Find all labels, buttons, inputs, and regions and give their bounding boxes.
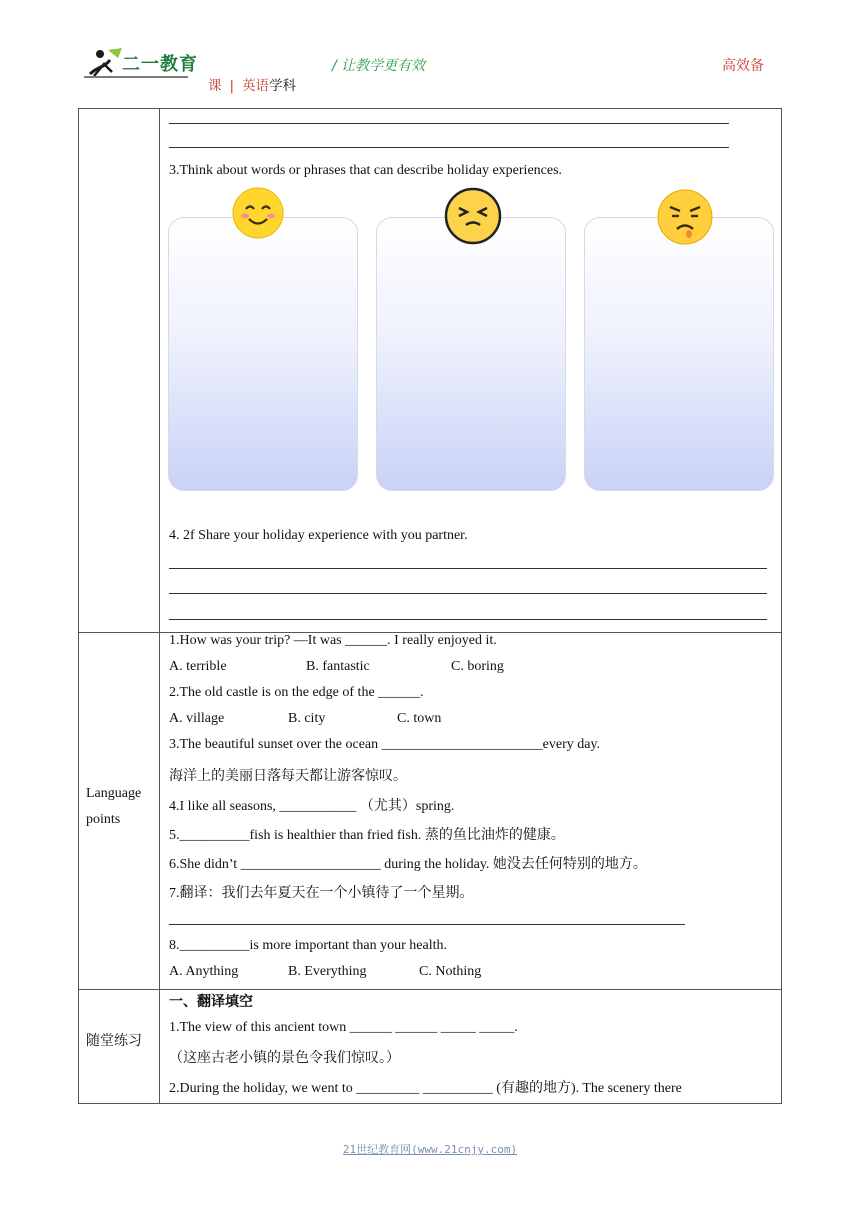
option-c[interactable]: C. Nothing xyxy=(419,964,482,979)
question-4: 4. 2f Share your holiday experience with you partner. xyxy=(169,528,468,543)
lp-question-2: 2.The old castle is on the edge of the ______. xyxy=(169,685,424,700)
label-line: points xyxy=(86,812,121,827)
positive-words-card[interactable] xyxy=(168,217,358,491)
practice-question-1-translation: （这座古老小镇的景色令我们惊叹。） xyxy=(169,1051,400,1066)
option-a[interactable]: A. village xyxy=(169,711,225,726)
answer-line[interactable] xyxy=(169,593,767,594)
practice-question-2: 2.During the holiday, we went to _________ __________ (有趣的地方). The scenery there xyxy=(169,1081,682,1096)
table-row-divider xyxy=(79,989,781,990)
practice-question-1: 1.The view of this ancient town ______ ______ _____ _____. xyxy=(169,1020,518,1035)
option-b[interactable]: B. fantastic xyxy=(306,659,370,674)
option-c[interactable]: C. town xyxy=(397,711,442,726)
answer-line[interactable] xyxy=(169,619,767,620)
slogan: / 让教学更有效 xyxy=(332,58,426,74)
squinting-face-icon xyxy=(444,187,502,245)
answer-line[interactable] xyxy=(169,924,685,925)
lp-question-7: 7.翻译：我们去年夏天在一个小镇待了一个星期。 xyxy=(169,886,474,901)
lp-question-8: 8.__________is more important than your health. xyxy=(169,938,448,953)
answer-line[interactable] xyxy=(169,147,729,148)
table-column-divider xyxy=(159,109,160,1103)
footer-link[interactable]: 21世纪教育网(www.21cnjy.com) xyxy=(342,1143,518,1156)
worksheet-table xyxy=(78,108,782,1104)
logo-underline xyxy=(84,76,188,78)
lp-question-4: 4.I like all seasons, ___________ （尤其）spring. xyxy=(169,799,455,814)
subject-suffix: 学科 xyxy=(269,78,297,94)
question-3: 3.Think about words or phrases that can describe holiday experiences. xyxy=(169,163,563,178)
language-points-label xyxy=(86,781,141,833)
negative-words-card[interactable] xyxy=(584,217,774,491)
answer-line[interactable] xyxy=(169,568,767,569)
lp-question-5: 5.__________fish is healthier than fried fish. 蒸的鱼比油炸的健康。 xyxy=(169,828,565,843)
subject-line xyxy=(208,74,296,94)
lp-question-6: 6.She didn’t ____________________ during the holiday. 她没去任何特别的地方。 xyxy=(169,857,647,872)
option-a[interactable]: A. terrible xyxy=(169,659,227,674)
header-tag: 高效备 xyxy=(722,58,764,74)
angry-face-icon xyxy=(657,189,713,245)
practice-heading: 一、翻译填空 xyxy=(169,995,253,1010)
lp-question-1: 1.How was your trip? —It was ______. I really enjoyed it. xyxy=(169,633,497,648)
subject-separator: | xyxy=(229,78,235,94)
option-a[interactable]: A. Anything xyxy=(169,964,239,979)
lp-question-3-translation: 海洋上的美丽日落每天都让游客惊叹。 xyxy=(169,769,407,784)
answer-line[interactable] xyxy=(169,123,729,124)
neutral-words-card[interactable] xyxy=(376,217,566,491)
option-c[interactable]: C. boring xyxy=(451,659,504,674)
page-header xyxy=(0,0,860,108)
practice-label: 随堂练习 xyxy=(86,1034,142,1049)
subject-name: 英语 xyxy=(242,78,270,94)
lp-question-3: 3.The beautiful sunset over the ocean _______________________every day. xyxy=(169,737,601,752)
smiling-face-icon xyxy=(232,187,284,239)
option-b[interactable]: B. city xyxy=(288,711,326,726)
label-line: Language xyxy=(86,786,142,801)
option-b[interactable]: B. Everything xyxy=(288,964,367,979)
logo-text: 二一教育 xyxy=(122,54,198,75)
subject-prefix: 课 xyxy=(208,78,222,94)
